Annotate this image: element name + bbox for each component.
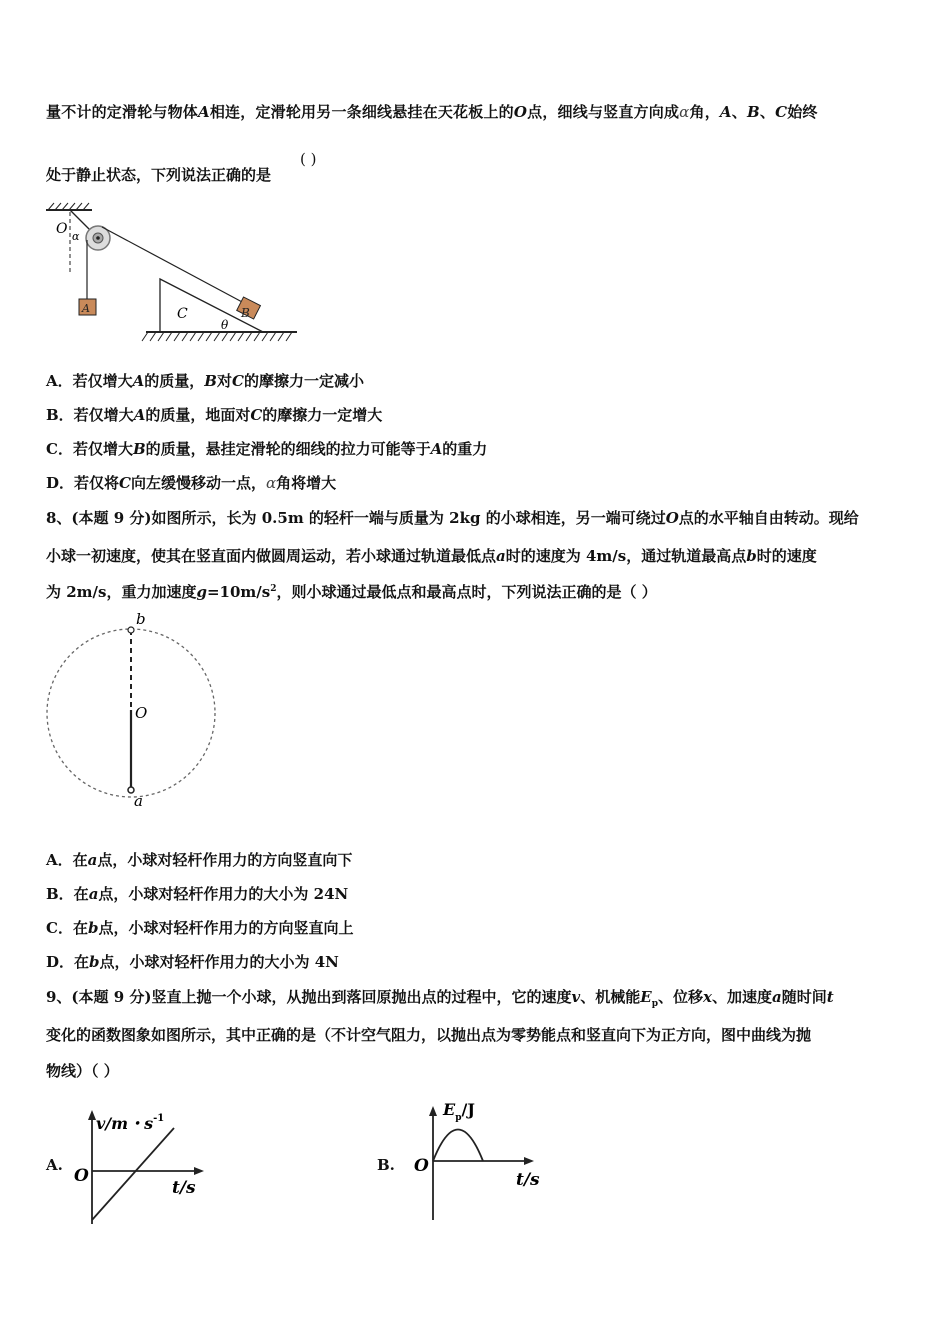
- q7-label-B: B: [241, 306, 250, 320]
- q9-line-2: 变化的函数图象如图所示，其中正确的是（不计空气阻力，以抛出点为零势能点和竖直向下为正方向，图中曲线为抛: [46, 1026, 812, 1044]
- graph-A-xlabel: t/s: [172, 1178, 196, 1198]
- q7-label-O: O: [56, 221, 68, 237]
- q8-line-3: 为 2m/s，重力加速度$g=10m/s^2$，则小球通过最低点和最高点时，下列说法正确的是（ ）: [46, 583, 657, 601]
- q7-label-C: C: [177, 306, 188, 322]
- q8-label-b: b: [136, 610, 146, 628]
- q7-answer-paren: ( ): [300, 150, 317, 168]
- q8-label-O: O: [135, 704, 148, 722]
- q9-option-A-label[interactable]: A.: [46, 1156, 63, 1174]
- graph-B-origin: O: [414, 1156, 429, 1176]
- graph-A-origin: O: [74, 1166, 89, 1186]
- q8-option-A[interactable]: A．在a点，小球对轻杆作用力的方向竖直向下: [46, 851, 353, 869]
- q9-line-1: 9、(本题 9 分)竖直上抛一个小球，从抛出到落回原抛出点的过程中，它的速度v、机械能$E_p$、位移x、加速度a随时间t: [46, 988, 834, 1009]
- q8-option-C[interactable]: C．在b点，小球对轻杆作用力的方向竖直向上: [46, 919, 354, 937]
- q8-line-2: 小球一初速度，使其在竖直面内做圆周运动，若小球通过轨道最低点a时的速度为 4m/s，通过轨道最高点b时的速度: [46, 547, 817, 565]
- q7-label-theta: θ: [221, 318, 229, 332]
- q7-label-alpha: α: [72, 230, 80, 243]
- graph-A-ylabel: v/m・$s^{-1}$: [96, 1113, 165, 1133]
- q7-line-1: 量不计的定滑轮与物体A相连，定滑轮用另一条细线悬挂在天花板上的O点，细线与竖直方向成α角，A、B、C始终: [46, 103, 818, 121]
- q7-label-A: A: [82, 302, 90, 315]
- q7-line-2: 处于静止状态，下列说法正确的是: [46, 166, 272, 184]
- q9-graph-A[interactable]: [70, 1102, 220, 1232]
- q7-option-C[interactable]: C．若仅增大B的质量，悬挂定滑轮的细线的拉力可能等于A的重力: [46, 440, 488, 458]
- graph-B-xlabel: t/s: [516, 1170, 540, 1190]
- q9-option-B-label[interactable]: B.: [377, 1156, 395, 1174]
- q7-pulley-figure: [44, 200, 314, 350]
- q7-option-A[interactable]: A．若仅增大A的质量，B对C的摩擦力一定减小: [46, 372, 364, 390]
- q9-graph-B[interactable]: [410, 1092, 560, 1232]
- q8-circle-figure: [40, 610, 240, 810]
- q8-option-D[interactable]: D．在b点，小球对轻杆作用力的大小为 4N: [46, 953, 339, 971]
- q8-option-B[interactable]: B．在a点，小球对轻杆作用力的大小为 24N: [46, 885, 349, 903]
- q8-line-1: 8、(本题 9 分)如图所示，长为 0.5m 的轻杆一端与质量为 2kg 的小球相连，另一端可绕过O点的水平轴自由转动。现给: [46, 509, 859, 527]
- q7-option-D[interactable]: D．若仅将C向左缓慢移动一点，α角将增大: [46, 474, 337, 492]
- graph-B-ep-curve: [433, 1130, 483, 1162]
- q8-label-a: a: [134, 792, 143, 810]
- graph-A-v-line: [92, 1128, 174, 1220]
- q7-option-B[interactable]: B．若仅增大A的质量，地面对C的摩擦力一定增大: [46, 406, 383, 424]
- graph-B-ylabel: $E_p/J$: [443, 1100, 475, 1123]
- q9-line-3: 物线）（ ）: [46, 1062, 119, 1080]
